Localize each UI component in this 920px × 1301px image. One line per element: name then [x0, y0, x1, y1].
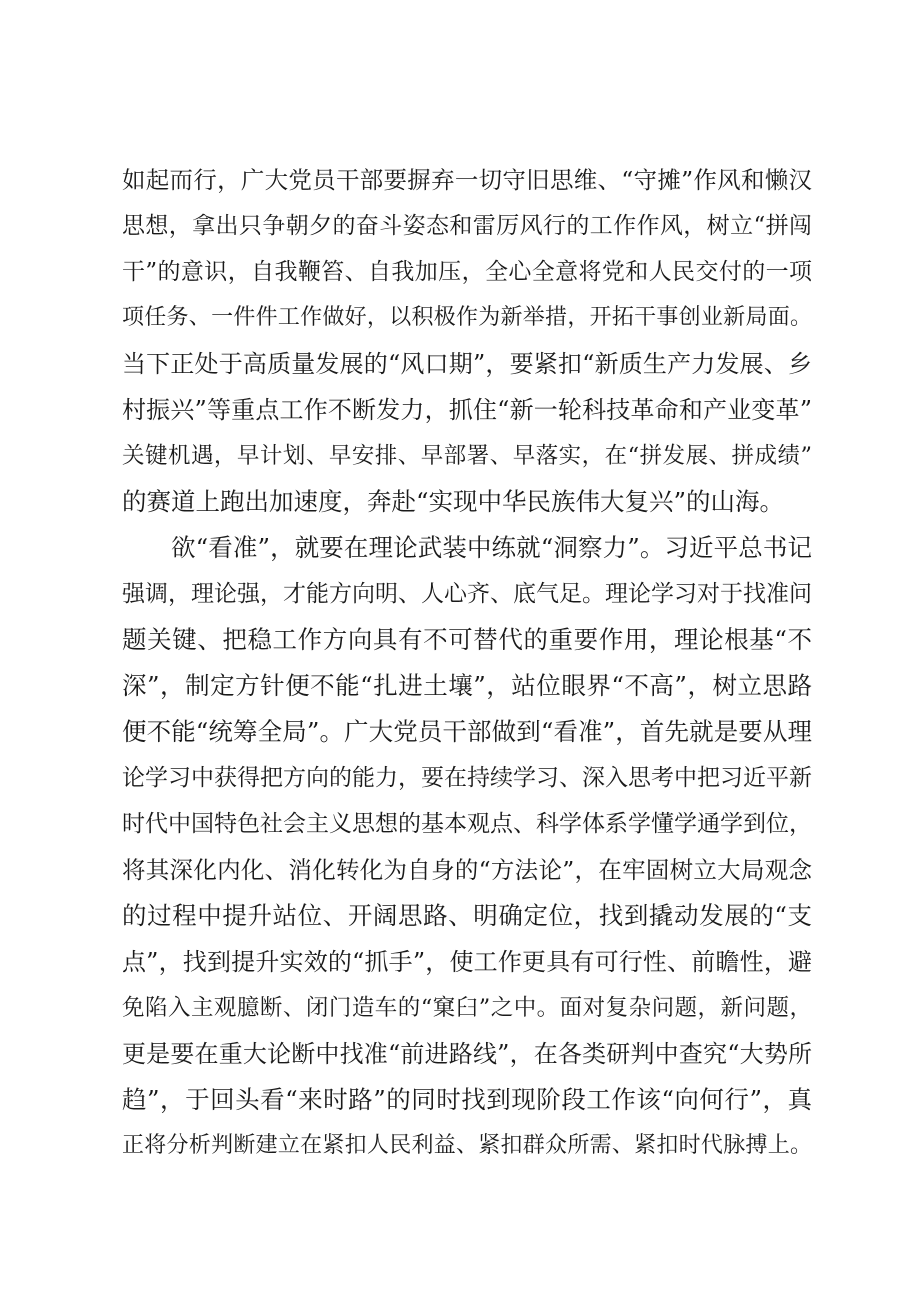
text-line: 村振兴”等重点工作不断发力，抓住“新一轮科技革命和产业变革”	[122, 396, 812, 424]
text-line: 免陷入主观臆断、闭门造车的“窠臼”之中。面对复杂问题，新问题，	[122, 995, 812, 1021]
text-line: 便不能“统筹全局”。广大党员干部做到“看准”，首先就是要从理	[122, 717, 812, 746]
text-line: 如起而行，广大党员干部要摒弃一切守旧思维、“守摊”作风和懒汉	[122, 166, 812, 194]
text-line: 题关键、把稳工作方向具有不可替代的重要作用，理论根基“不	[122, 625, 812, 654]
text-line: 更是要在重大论断中找准“前进路线”，在各类研判中查究“大势所	[122, 1040, 812, 1068]
paragraph-1	[122, 157, 812, 525]
text-line: 时代中国特色社会主义思想的基本观点、科学体系学懂学通学到位，	[122, 811, 812, 837]
text-line: 论学习中获得把方向的能力，要在持续学习、深入思考中把习近平新	[122, 765, 812, 791]
paragraph-2	[122, 525, 812, 1169]
text-line: 的过程中提升站位、开阔思路、明确定位，找到撬动发展的“支	[122, 901, 812, 930]
text-line: 思想，拿出只争朝夕的奋斗姿态和雷厉风行的工作作风，树立“拼闯	[122, 213, 812, 239]
text-line: 强调，理论强，才能方向明、人心齐、底气足。理论学习对于找准问	[122, 581, 812, 607]
text-line: 的赛道上跑出加速度，奔赴“实现中华民族伟大复兴”的山海。	[122, 487, 785, 516]
document-body	[122, 157, 812, 1169]
text-line: 当下正处于高质量发展的“风口期”，要紧扣“新质生产力发展、乡	[122, 350, 812, 378]
text-line: 干”的意识，自我鞭笞、自我加压，全心全意将党和人民交付的一项	[122, 259, 812, 285]
text-line: 趋”，于回头看“来时路”的同时找到现阶段工作该“向何行”，真	[122, 1085, 812, 1114]
text-line: 正将分析判断建立在紧扣人民利益、紧扣群众所需、紧扣时代脉搏上。	[122, 1133, 812, 1158]
text-line: 点”，找到提升实效的“抓手”，使工作更具有可行性、前瞻性，避	[122, 948, 812, 976]
text-line: 将其深化内化、消化转化为自身的“方法论”，在牢固树立大局观念	[122, 856, 812, 884]
text-line: 项任务、一件件工作做好，以积极作为新举措，开拓干事创业新局面。	[122, 305, 812, 330]
text-line: 关键机遇，早计划、早安排、早部署、早落实，在“拼发展、拼成绩”	[122, 443, 812, 469]
text-line: 欲“看准”，就要在理论武装中练就“洞察力”。习近平总书记	[171, 533, 812, 562]
text-line: 深”，制定方针便不能“扎进土壤”，站位眼界“不高”，树立思路	[122, 671, 812, 700]
